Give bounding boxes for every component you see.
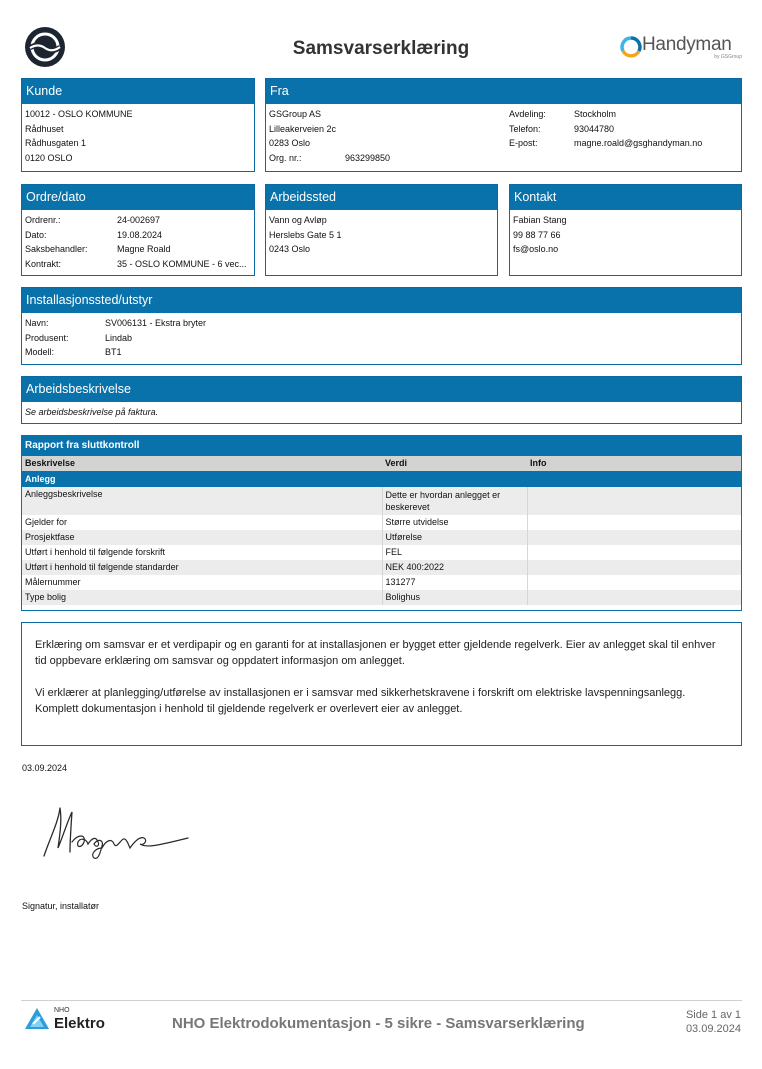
signature-date: 03.09.2024 [22, 763, 68, 773]
cell-info [527, 560, 741, 575]
table-row [22, 545, 741, 560]
cell-beskrivelse: Utført i henhold til følgende forskrift [25, 547, 166, 557]
epost-value: magne.roald@gsghandyman.no [574, 138, 703, 148]
arbeidssted-box [265, 184, 498, 276]
epost-row [509, 136, 739, 151]
kunde-line: 0120 OSLO [25, 152, 73, 163]
nho-elektro-logo [24, 1006, 124, 1034]
nho-logo-icon [24, 1007, 50, 1033]
rapport-table [22, 456, 741, 605]
ordre-value: 24-002697 [117, 215, 161, 225]
ordre-label: Ordrenr.: [25, 215, 61, 225]
kunde-box [21, 78, 255, 172]
org-nr-row [269, 151, 738, 166]
ordre-row [25, 257, 251, 272]
cell-verdi: Utførelse [382, 530, 527, 545]
cell-verdi: NEK 400:2022 [382, 560, 527, 575]
group-anlegg: Anlegg [22, 471, 741, 487]
ordre-label: Saksbehandler: [25, 244, 88, 254]
arbeidssted-title: Arbeidssted [266, 185, 497, 210]
handyman-logo-sub: by GSGroup [714, 54, 742, 60]
arbeidsbeskrivelse-box [21, 376, 742, 424]
telefon-row [509, 122, 739, 137]
fra-line: Lilleakerveien 2c [269, 123, 337, 134]
ordre-title: Ordre/dato [22, 185, 254, 210]
cell-verdi: Dette er hvordan anlegget er beskerevet [382, 487, 527, 515]
kontakt-phone: 99 88 77 66 [513, 229, 561, 240]
install-label: Produsent: [25, 332, 69, 343]
arbeidsbeskrivelse-title: Arbeidsbeskrivelse [22, 377, 741, 402]
avdeling-label: Avdeling: [509, 109, 546, 119]
install-value: SV006131 - Ekstra bryter [105, 318, 207, 328]
ordre-value: 35 - OSLO KOMMUNE - 6 vec... [117, 258, 247, 269]
org-nr-label: Org. nr.: [269, 152, 302, 163]
telefon-value: 93044780 [574, 123, 615, 134]
install-row [25, 345, 738, 360]
table-row [22, 560, 741, 575]
table-row [22, 515, 741, 530]
cell-verdi: 131277 [382, 575, 527, 590]
handyman-logo-icon [620, 36, 642, 58]
signature-label: Signatur, installatør [22, 901, 100, 911]
org-nr-value: 963299850 [345, 152, 391, 163]
footer-title: NHO Elektrodokumentasjon - 5 sikre - Samsvarserklæring [172, 1015, 585, 1032]
install-row [25, 331, 738, 346]
arbeidssted-line: 0243 Oslo [269, 244, 311, 254]
install-box [21, 287, 742, 365]
install-value: Lindab [105, 332, 133, 343]
install-label: Navn: [25, 318, 49, 328]
ordre-value: 19.08.2024 [117, 229, 163, 240]
avdeling-value: Stockholm [574, 109, 617, 119]
rapport-group-row [22, 471, 741, 487]
nho-logo-big-text: Elektro [54, 1015, 105, 1032]
ordre-label: Dato: [25, 229, 47, 240]
footer-date: 03.09.2024 [685, 1023, 741, 1035]
cell-info [527, 487, 741, 515]
cell-info [527, 545, 741, 560]
kontakt-email: fs@oslo.no [513, 244, 559, 254]
cell-info [527, 515, 741, 530]
kunde-line: Rådhuset [25, 123, 64, 134]
arbeidssted-line: Herslebs Gate 5 1 [269, 229, 342, 240]
ordre-row [25, 228, 251, 243]
cell-beskrivelse: Utført i henhold til følgende standarder [22, 560, 382, 575]
fra-line: GSGroup AS [269, 109, 322, 119]
rapport-header-row [22, 456, 741, 471]
fra-box [265, 78, 742, 172]
ordre-value: Magne Roald [117, 244, 171, 254]
handyman-logo-text: Handyman [642, 34, 732, 55]
table-row [22, 575, 741, 590]
ordre-row [25, 242, 251, 257]
ordre-label: Kontrakt: [25, 258, 62, 269]
cell-info [527, 530, 741, 545]
declaration-box [21, 622, 742, 746]
table-row [22, 590, 741, 605]
rapport-box [21, 435, 742, 611]
cell-verdi: FEL [382, 545, 527, 560]
ordre-row [25, 213, 251, 228]
fra-line: 0283 Oslo [269, 138, 311, 148]
handyman-logo [620, 34, 744, 62]
arbeidssted-line: Vann og Avløp [269, 215, 327, 225]
install-row [25, 316, 738, 331]
ordre-box [21, 184, 255, 276]
page-title: Samsvarserklæring [292, 38, 470, 59]
col-beskrivelse: Beskrivelse [22, 456, 382, 471]
cell-beskrivelse: Type bolig [22, 590, 382, 605]
cell-verdi: Større utvidelse [382, 515, 527, 530]
install-label: Modell: [25, 347, 55, 357]
cell-info [527, 575, 741, 590]
nho-logo-small-text: NHO [54, 1007, 70, 1014]
kontakt-title: Kontakt [510, 185, 741, 210]
signature-image [38, 798, 198, 868]
footer-page: Side 1 av 1 [685, 1009, 741, 1021]
fra-title: Fra [266, 79, 741, 104]
cell-beskrivelse: Anleggsbeskrivelse [22, 487, 382, 515]
kontakt-name: Fabian Stang [513, 215, 567, 225]
col-info: Info [527, 456, 741, 471]
install-value: BT1 [105, 347, 122, 357]
declaration-paragraph-1: Erklæring om samsvar er et verdipapir og en garanti for at installasjonen er bygget etter gjeldende regelverk. Eier av anlegget skal til enhver tid oppbevare erklæring om samsvar og oppdatert informasjon om anlegget. [35, 639, 716, 667]
declaration-paragraph-2: Vi erklærer at planlegging/utførelse av installasjonen er i samsvar med sikkerhetskravene i forskrift om elektriske lavspenningsanlegg. Komplett dokumentasjon i henhold til gjeldende regelverk er overlevert eier av anlegget. [35, 687, 686, 715]
epost-label: E-post: [509, 138, 538, 148]
kontakt-box [509, 184, 742, 276]
avdeling-row [509, 107, 739, 122]
install-title: Installasjonssted/utstyr [22, 288, 741, 313]
cell-beskrivelse: Målernummer [25, 577, 81, 587]
table-row [22, 487, 741, 515]
cell-beskrivelse: Prosjektfase [22, 530, 382, 545]
cell-info [527, 590, 741, 605]
kunde-title: Kunde [22, 79, 254, 104]
cell-verdi: Bolighus [382, 590, 527, 605]
rapport-title: Rapport fra sluttkontroll [22, 436, 741, 456]
telefon-label: Telefon: [509, 123, 541, 134]
kunde-line: Rådhusgaten 1 [25, 138, 87, 148]
col-verdi: Verdi [382, 456, 527, 471]
kunde-line: 10012 - OSLO KOMMUNE [25, 109, 133, 119]
cell-beskrivelse: Gjelder for [25, 517, 68, 527]
arbeidsbeskrivelse-text: Se arbeidsbeskrivelse på faktura. [25, 407, 159, 417]
table-row [22, 530, 741, 545]
footer-divider [21, 1000, 742, 1001]
